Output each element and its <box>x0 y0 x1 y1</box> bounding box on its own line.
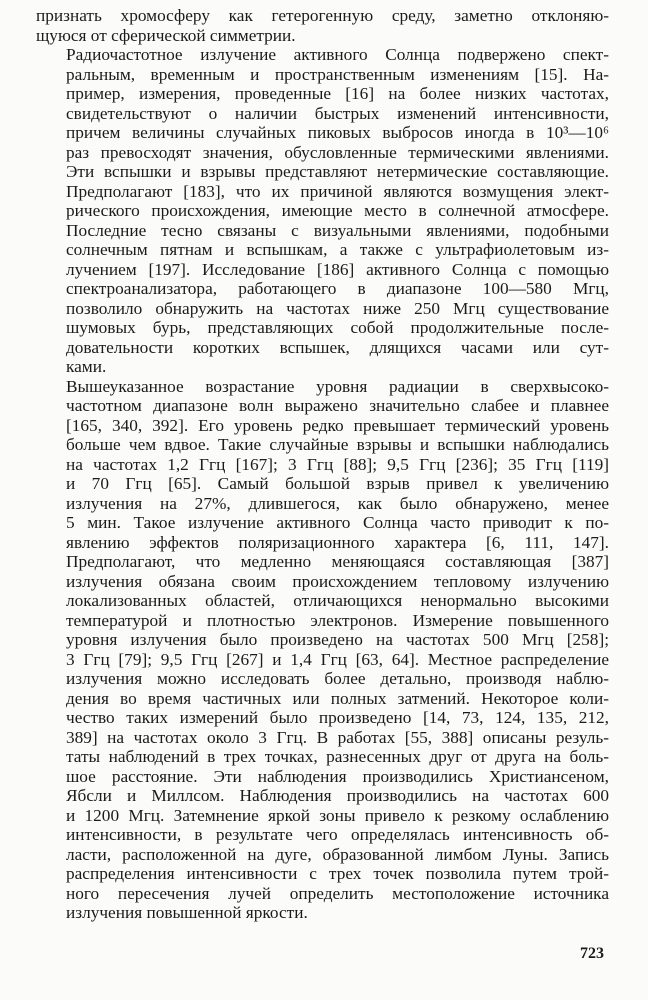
page-number: 723 <box>580 945 604 962</box>
text-line: локализованных областей, отличающихся ненормально высокими <box>66 591 609 610</box>
text-line: причем величины случайных пиковых выбросов иногда в 10³—10⁶ <box>66 123 609 142</box>
text-line: спектроанализатора, работающего в диапазоне 100—580 Мгц, <box>66 279 609 298</box>
text-line: распределения интенсивности с трех точек позволила путем трой- <box>66 864 609 883</box>
text-line: 3 Ггц [79]; 9,5 Ггц [267] и 1,4 Ггц [63, 64]. Местное распределение <box>66 649 609 669</box>
paragraph-1 <box>36 6 609 45</box>
text-line: частотном диапазоне волн выражено значительно слабее и плавнее <box>66 396 609 415</box>
text-line: позволило обнаружить на частотах ниже 250 Мгц существование <box>66 298 609 318</box>
text-line: 389] на частотах около 3 Ггц. В работах [55, 388] описаны резуль- <box>66 727 609 747</box>
text-line: признать хромосферу как гетерогенную среду, заметно отклоняю- <box>36 6 609 25</box>
text-line: Эти вспышки и взрывы представляют нетермические составляющие. <box>66 162 609 181</box>
text-line: Предполагают [183], что их причиной являются возмущения элект- <box>66 181 609 201</box>
text-line: и 70 Ггц [65]. Самый большой взрыв привел к увеличению <box>66 474 609 493</box>
text-line: Вышеуказанное возрастание уровня радиации в сверхвысоко- <box>66 376 609 396</box>
text-line: явлению эффектов поляризационного характера [6, 111, 147]. <box>66 532 609 552</box>
text-line: интенсивности, в результате чего определялась интенсивность об- <box>66 825 609 844</box>
text-line: шумовых бурь, представляющих собой продолжительные после- <box>66 318 609 337</box>
paragraph-3 <box>36 377 609 923</box>
text-line: ральным, временным и пространственным изменениям [15]. На- <box>66 64 609 84</box>
text-line: рического происхождения, имеющие место в солнечной атмосфере. <box>66 201 609 220</box>
text-line: уровня излучения было произведено на частотах 500 Мгц [258]; <box>66 630 609 649</box>
page-body <box>36 6 609 923</box>
text-line: [165, 340, 392]. Его уровень редко превышает термический уровень <box>66 415 609 435</box>
text-line: дения во время частичных или полных затмений. Некоторое коли- <box>66 688 609 708</box>
text-line: ласти, расположенной на дуге, образованной лимбом Луны. Запись <box>66 844 609 864</box>
text-line: свидетельствуют о наличии быстрых изменений интенсивности, <box>66 103 609 123</box>
text-line: излучения повышенной яркости. <box>66 903 308 922</box>
text-line: 5 мин. Такое излучение активного Солнца часто приводит к по- <box>66 513 609 532</box>
text-line: Предполагают, что медленно меняющаяся составляющая [387] <box>66 552 609 571</box>
text-line: лучением [197]. Исследование [186] активного Солнца с помощью <box>66 259 609 279</box>
text-line: Последние тесно связаны с визуальными явлениями, подобными <box>66 220 609 240</box>
text-line: щуюся от сферической симметрии. <box>36 25 296 45</box>
text-line: солнечным пятнам и вспышкам, а также с ультрафиолетовым из- <box>66 240 609 259</box>
text-line: раз превосходят значения, обусловленные термическими явлениями. <box>66 142 609 162</box>
text-line: Ябсли и Миллсом. Наблюдения производились на частотах 600 <box>66 786 609 805</box>
text-line: Радиочастотное излучение активного Солнца подвержено спект- <box>66 45 609 64</box>
text-line: излучения на 27%, длившегося, как было обнаружено, менее <box>66 493 609 513</box>
text-line: таты наблюдений в трех точках, разнесенных друг от друга на боль- <box>66 747 609 766</box>
text-line: температурой и плотностью электронов. Измерение повышенного <box>66 610 609 630</box>
text-line: ками. <box>66 357 107 376</box>
text-line: пример, измерения, проведенные [16] на более низких частотах, <box>66 84 609 103</box>
text-line: излучения обязана своим происхождением тепловому излучению <box>66 571 609 591</box>
text-line: на частотах 1,2 Ггц [167]; 3 Ггц [88]; 9,5 Ггц [236]; 35 Ггц [119] <box>66 454 609 474</box>
text-line: довательности коротких вспышек, длящихся часами или сут- <box>66 337 609 357</box>
text-line: чество таких измерений было произведено [14, 73, 124, 135, 212, <box>66 708 609 727</box>
text-line: больше чем вдвое. Такие случайные взрывы и вспышки наблюдались <box>66 435 609 454</box>
text-line: и 1200 Мгц. Затемнение яркой зоны привело к резкому ослаблению <box>66 805 609 825</box>
paragraph-2 <box>36 45 609 377</box>
text-line: шое расстояние. Эти наблюдения производились Христиансеном, <box>66 766 609 786</box>
text-line: излучения можно исследовать более детально, производя наблю- <box>66 669 609 688</box>
text-line: ного пересечения лучей определить местоположение источника <box>66 883 609 903</box>
